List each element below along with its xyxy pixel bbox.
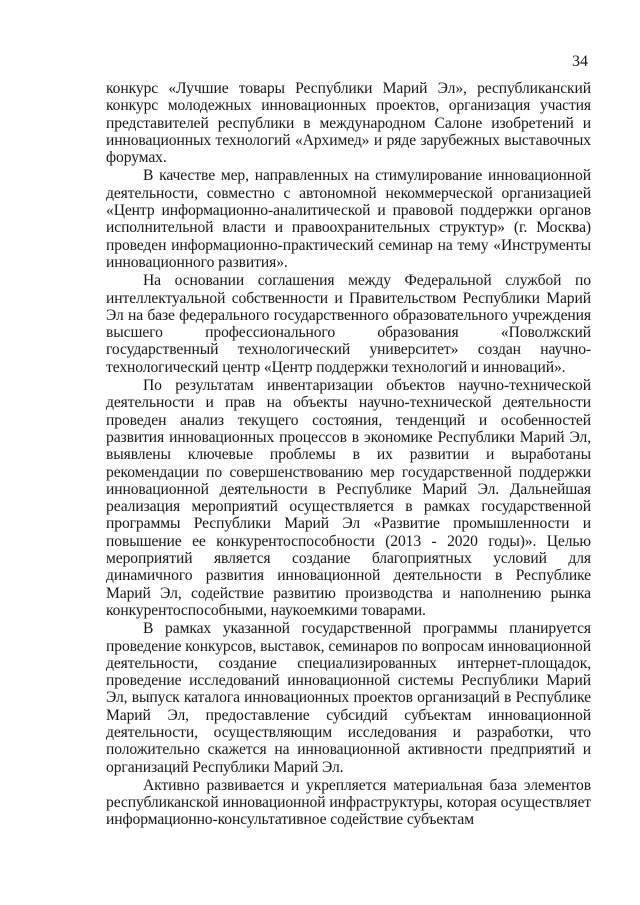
paragraph-5: В рамках указанной государственной программы планируется проведение конкурсов, выставок, семинаров по вопросам инновационной деятельности, создание специализированных интернет-площадок, проведение исследований инновационной системы Республики Марий Эл, выпуск каталога инновационных проектов организаций в Республике Марий Эл, предоставление субсидий субъектам инновационной деятельности, осуществляющим исследования и разработки, что положительно скажется на инновационной активности предприятий и организаций Республики Марий Эл.	[106, 620, 591, 776]
paragraph-6: Активно развивается и укрепляется материальная база элементов республиканской инновационной инфраструктуры, которая осуществляет информационно-консультативное содействие субъектам	[106, 776, 591, 829]
body-text	[106, 80, 591, 829]
paragraph-2: В качестве мер, направленных на стимулирование инновационной деятельности, совместно с автономной некоммерческой организацией «Центр информационно-аналитической и правовой поддержки органов исполнительной власти и правоохранительных структур» (г. Москва) проведен информационно-практический семинар на тему «Инструменты инновационного развития».	[106, 167, 591, 271]
paragraph-3: На основании соглашения между Федеральной службой по интеллектуальной собственности и Правительством Республики Марий Эл на базе федерального государственного образовательного учреждения высшего профессионального образования «Поволжский государственный технологический университет» создан научно-технологический центр «Центр поддержки технологий и инноваций».	[106, 272, 591, 376]
paragraph-1: конкурс «Лучшие товары Республики Марий Эл», республиканский конкурс молодежных инновационных проектов, организация участия представителей республики в международном Салоне изобретений и инновационных технологий «Архимед» и ряде зарубежных выставочных форумах.	[106, 80, 591, 167]
page-number: 34	[572, 53, 588, 70]
paragraph-4: По результатам инвентаризации объектов научно-технической деятельности и прав на объекты научно-технической деятельности проведен анализ текущего состояния, тенденций и особенностей развития инновационных процессов в экономике Республики Марий Эл, выявлены ключевые проблемы в их развитии и выработаны рекомендации по совершенствованию мер государственной поддержки инновационной деятельности в Республике Марий Эл. Дальнейшая реализация мероприятий осуществляется в рамках государственной программы Республики Марий Эл «Развитие промышленности и повышение ее конкурентоспособности (2013 - 2020 годы)». Целью мероприятий является создание благоприятных условий для динамичного развития инновационной деятельности в Республике Марий Эл, содействие развитию производства и наполнению рынка конкурентоспособными, наукоемкими товарами.	[106, 377, 591, 619]
